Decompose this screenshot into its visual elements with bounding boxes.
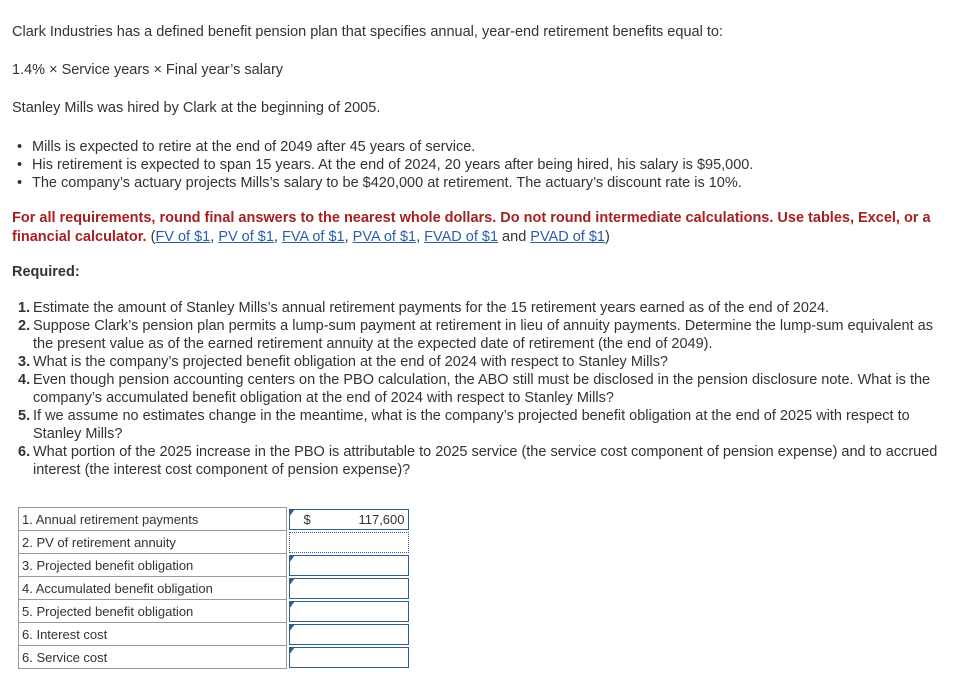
separator: ,: [210, 229, 219, 245]
answer-row: [19, 531, 409, 554]
rounding-instructions: [12, 209, 952, 247]
intro-paragraph-3: Stanley Mills was hired by Clark at the beginning of 2005.: [12, 100, 381, 116]
projected-benefit-obligation-2025-input[interactable]: [289, 601, 409, 622]
benefit-formula: 1.4% × Service years × Final year’s salary: [12, 62, 284, 78]
answer-row: [19, 623, 409, 646]
annual-retirement-payments-input[interactable]: [289, 509, 409, 530]
answer-cell: [289, 600, 409, 623]
accumulated-benefit-obligation-input[interactable]: [289, 578, 409, 599]
requirement-item: [18, 407, 953, 443]
facts-list: [12, 138, 753, 192]
requirement-number: 2.: [18, 318, 31, 334]
answer-label: 6. Service cost: [19, 646, 287, 669]
answer-table: [18, 507, 409, 669]
requirement-number: 3.: [18, 354, 31, 370]
answer-label: 2. PV of retirement annuity: [19, 531, 287, 554]
link-pvad-of-1[interactable]: PVAD of $1: [530, 229, 605, 245]
answer-label: 1. Annual retirement payments: [19, 508, 287, 531]
requirement-text: What is the company’s projected benefit obligation at the end of 2024 with respect to Stanley Mills?: [33, 354, 668, 370]
projected-benefit-obligation-2024-input[interactable]: [289, 555, 409, 576]
requirement-number: 6.: [18, 444, 31, 460]
answer-row: [19, 646, 409, 669]
separator: ,: [344, 229, 353, 245]
requirement-text: If we assume no estimates change in the meantime, what is the company’s projected benefit obligation at the end of 2025 with respect to Stanley Mills?: [33, 408, 910, 442]
requirement-item: [18, 353, 953, 371]
link-pv-of-1[interactable]: PV of $1: [218, 229, 274, 245]
separator: ,: [416, 229, 425, 245]
fact-item: • The company’s actuary projects Mills’s salary to be $420,000 at retirement. The actuary’s discount rate is 10%.: [12, 174, 753, 192]
answer-cell: [289, 646, 409, 669]
interest-cost-input[interactable]: [289, 624, 409, 645]
requirement-item: [18, 443, 953, 479]
required-heading: Required:: [12, 264, 80, 280]
answer-label: 4. Accumulated benefit obligation: [19, 577, 287, 600]
answer-cell: [289, 508, 409, 531]
answer-label: 6. Interest cost: [19, 623, 287, 646]
fact-item: • His retirement is expected to span 15 years. At the end of 2024, 20 years after being hired, his salary is $95,000.: [12, 156, 753, 174]
pv-retirement-annuity-input[interactable]: [289, 532, 409, 553]
answer-row: [19, 577, 409, 600]
answer-cell: [289, 531, 409, 554]
input-flag-icon: [289, 509, 295, 517]
requirement-item: [18, 317, 953, 353]
requirement-number: 1.: [18, 300, 31, 316]
answer-row: [19, 554, 409, 577]
requirement-text: Estimate the amount of Stanley Mills’s annual retirement payments for the 15 retirement years earned as of the end of 2024.: [33, 300, 830, 316]
link-fv-of-1[interactable]: FV of $1: [155, 229, 211, 245]
answer-row: [19, 508, 409, 531]
requirement-item: [18, 299, 953, 317]
input-flag-icon: [289, 555, 295, 563]
input-flag-icon: [289, 624, 295, 632]
requirement-text: Even though pension accounting centers on the PBO calculation, the ABO still must be disclosed in the pension disclosure note. What is the company’s accumulated benefit obligation at the end of 2024 with respect to Stanley Mills?: [33, 372, 931, 406]
input-flag-icon: [289, 647, 295, 655]
fact-item: • Mills is expected to retire at the end of 2049 after 45 years of service.: [12, 138, 753, 156]
requirement-item: [18, 371, 953, 407]
input-flag-icon: [289, 601, 295, 609]
requirement-number: 5.: [18, 408, 31, 424]
link-pva-of-1[interactable]: PVA of $1: [352, 229, 417, 245]
and-text: and: [498, 229, 531, 245]
service-cost-input[interactable]: [289, 647, 409, 668]
answer-label: 5. Projected benefit obligation: [19, 600, 287, 623]
separator: ,: [273, 229, 282, 245]
answer-row: [19, 600, 409, 623]
link-fvad-of-1[interactable]: FVAD of $1: [424, 229, 499, 245]
paren-close: ): [604, 229, 610, 245]
answer-cell: [289, 623, 409, 646]
input-flag-icon: [289, 578, 295, 586]
requirement-text: What portion of the 2025 increase in the PBO is attributable to 2025 service (the service cost component of pension expense) and to accrued interest (the interest cost component of pension expense)?: [33, 444, 938, 478]
intro-paragraph-1: Clark Industries has a defined benefit pension plan that specifies annual, year-end retirement benefits equal to:: [12, 24, 723, 40]
paren-open: (: [146, 229, 156, 245]
instructions-bold: For all requirements, round final answers to the nearest whole dollars. Do not round intermediate calculations. Use tables, Excel, or a financial calculator.: [12, 210, 931, 245]
requirement-number: 4.: [18, 372, 31, 388]
answer-cell: [289, 554, 409, 577]
requirement-text: Suppose Clark’s pension plan permits a lump-sum payment at retirement in lieu of annuity payments. Determine the lump-sum equivalent as the present value as of the earned retirement annuity at the expected date of retirement (the end of 2049).: [33, 318, 933, 352]
input-value: 117,600: [358, 511, 405, 527]
currency-symbol: $: [303, 511, 311, 527]
answer-cell: [289, 577, 409, 600]
requirements-list: [18, 299, 953, 479]
link-fva-of-1[interactable]: FVA of $1: [282, 229, 345, 245]
answer-label: 3. Projected benefit obligation: [19, 554, 287, 577]
